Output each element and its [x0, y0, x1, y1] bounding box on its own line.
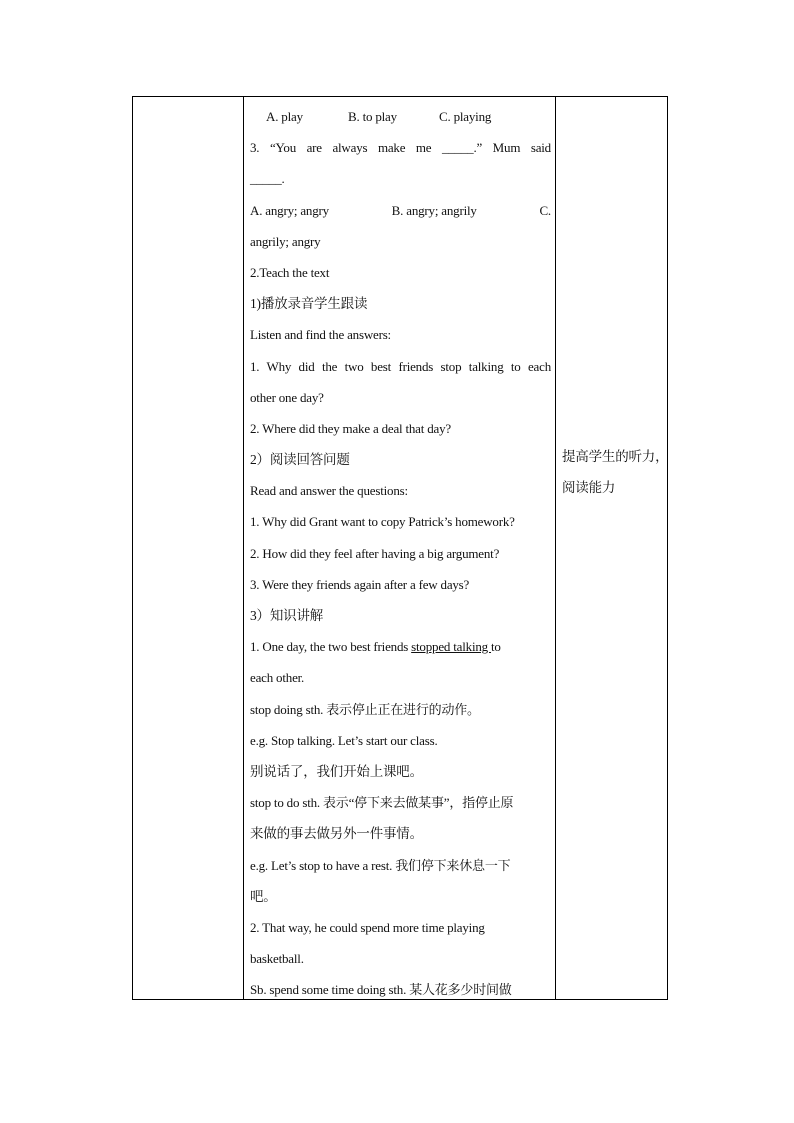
listen-instruction: Listen and find the answers: [250, 327, 391, 343]
knowledge-line-1 [250, 631, 551, 662]
purpose-line-2: 阅读能力 [562, 480, 616, 496]
read-instruction: Read and answer the questions: [250, 483, 408, 499]
example-translation: 别说话了，我们开始上课吧。 [250, 763, 423, 779]
option-c-continued: angrily; angry [250, 233, 321, 249]
options-row-2 [250, 195, 551, 226]
step-3-title: 3）知识讲解 [250, 608, 324, 623]
teaching-purpose-column [562, 441, 668, 503]
question-3-line1: 3. “You are always make me _____.” Mum said [250, 140, 551, 156]
grammar-note-stop-to-do-line1: stop to do sth. 表示“停下来去做某事”，指停止原 [250, 795, 514, 811]
grammar-note-stop-to-do-line2: 来做的事去做另外一件事情。 [250, 826, 423, 842]
option-b: B. to play [348, 109, 397, 124]
options-row [250, 101, 551, 132]
knowledge-line-2: each other. [250, 670, 305, 686]
purpose-line-1: 提高学生的听力， [562, 449, 669, 464]
teaching-content-column [250, 101, 551, 1005]
knowledge-point-2-line1: 2. That way, he could spend more time playing [250, 919, 485, 935]
step-1-title: 1)播放录音学生跟读 [250, 296, 368, 312]
option-a: A. play [266, 109, 303, 124]
listen-question-2: 2. Where did they make a deal that day? [250, 420, 451, 436]
section-heading: 2.Teach the text [250, 264, 330, 280]
read-question-3: 3. Were they friends again after a few days? [250, 576, 470, 592]
listen-question-1-line2: other one day? [250, 389, 324, 405]
option-c: C. playing [439, 109, 492, 124]
read-question-2: 2. How did they feel after having a big argument? [250, 545, 500, 561]
question-3-line2: _____. [250, 171, 285, 187]
listen-question-1-line1: 1. Why did the two best friends stop talking to each [250, 358, 551, 374]
knowledge-point-2-line2: basketball. [250, 951, 304, 967]
read-question-1: 1. Why did Grant want to copy Patrick’s homework? [250, 514, 515, 530]
sentence-text: to [491, 639, 501, 655]
column-divider [555, 97, 556, 999]
sentence-text: 1. One day, the two best friends [250, 639, 412, 655]
example-sentence-2-line2: 吧。 [250, 888, 277, 904]
grammar-note-stop-doing: stop doing sth. 表示停止正在进行的动作。 [250, 701, 480, 717]
option-c: C. [539, 202, 551, 218]
grammar-note-spend-time: Sb. spend some time doing sth. 某人花多少时间做 [250, 982, 512, 998]
lesson-plan-table [132, 96, 668, 1000]
step-2-title: 2）阅读回答问题 [250, 452, 350, 468]
column-divider [243, 97, 244, 999]
example-sentence-2-line1: e.g. Let’s stop to have a rest. 我们停下来休息一下 [250, 857, 511, 873]
underlined-phrase: stopped talking [411, 639, 492, 655]
option-b: B. angry; angrily [391, 202, 477, 218]
option-a: A. angry; angry [250, 202, 329, 218]
example-sentence: e.g. Stop talking. Let’s start our class. [250, 732, 438, 748]
